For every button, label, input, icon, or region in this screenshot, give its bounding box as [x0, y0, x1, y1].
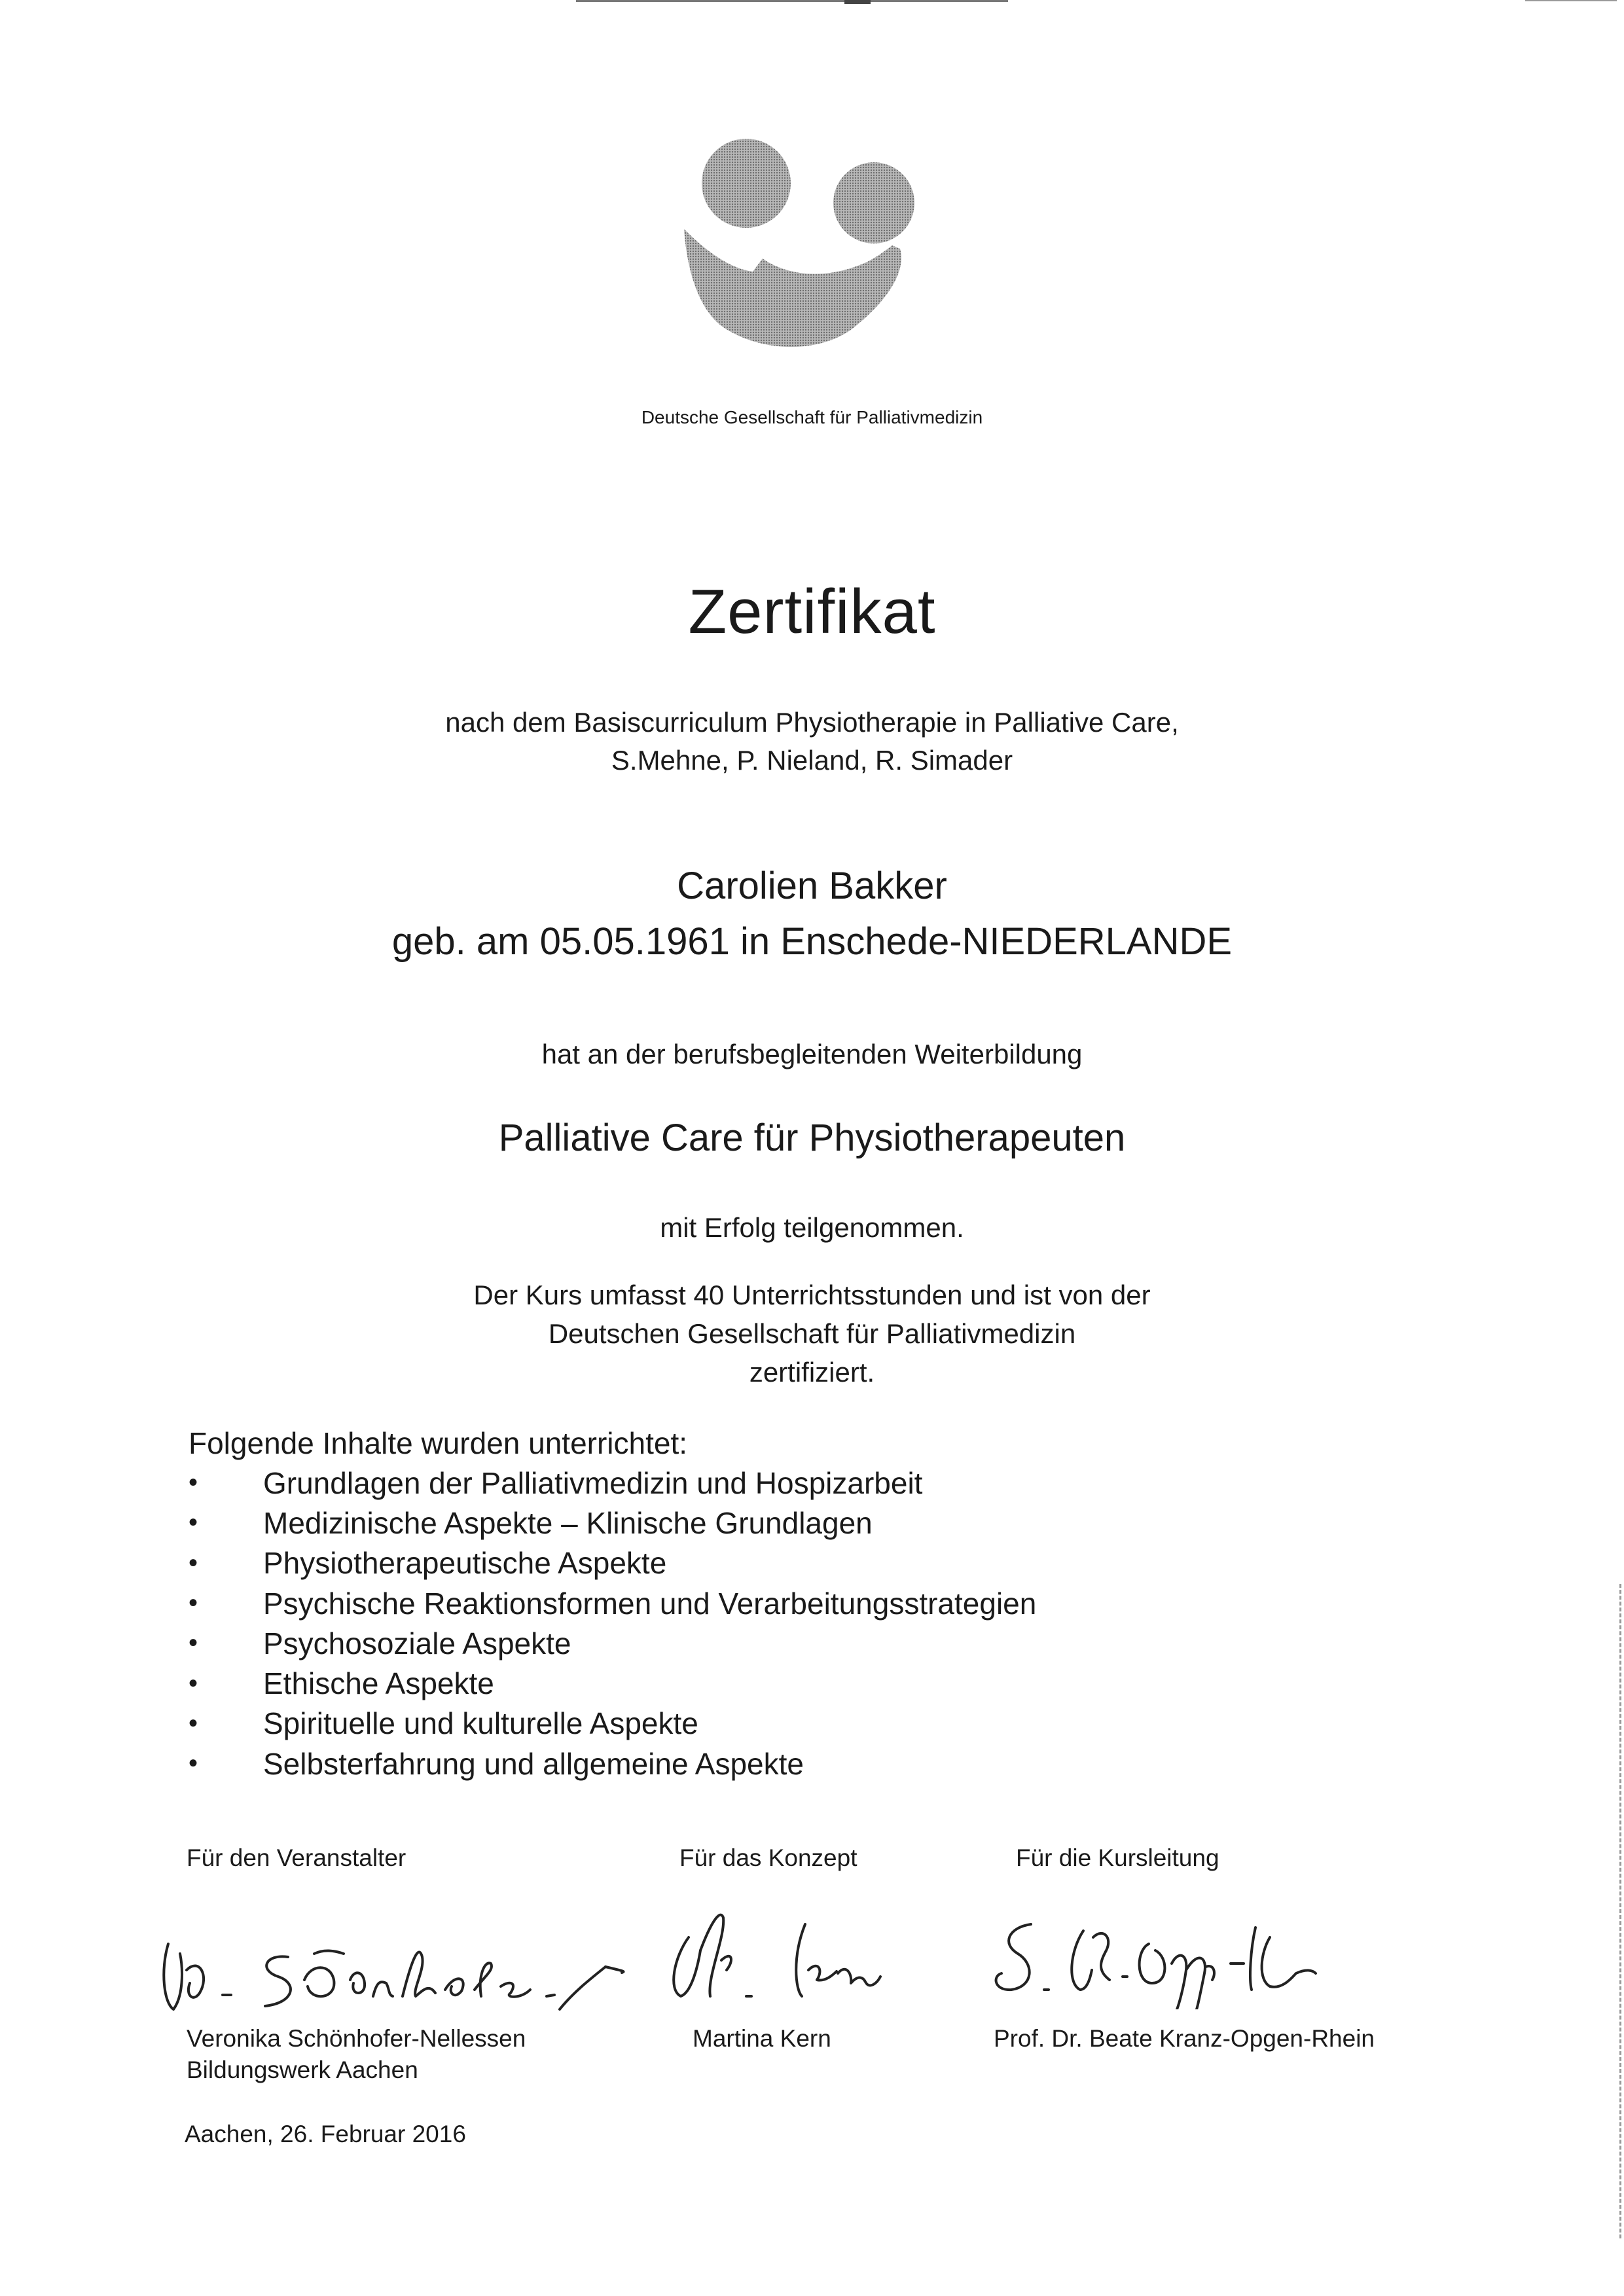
recipient-birth: geb. am 05.05.1961 in Enschede-NIEDERLANDE: [391, 920, 1233, 963]
participation-intro: hat an der berufsbegleitenden Weiterbildung: [541, 1039, 1083, 1069]
signature-beate-kranz-opgen-rhein: [982, 1898, 1401, 2009]
bullet-icon: •: [189, 1588, 198, 1618]
bullet-icon: •: [189, 1468, 198, 1498]
place-date: Aachen, 26. Februar 2016: [185, 2121, 466, 2147]
curriculum-authors: S.Mehne, P. Nieland, R. Simader: [611, 745, 1013, 776]
signature-affiliation-organizer: Bildungswerk Aachen: [187, 2056, 418, 2083]
scan-artifact-mark: [844, 0, 871, 4]
course-info-line: Deutschen Gesellschaft für Palliativmedizin: [548, 1318, 1076, 1349]
list-item: • Physiotherapeutische Aspekte: [189, 1546, 667, 1581]
list-item: • Medizinische Aspekte – Klinische Grundlagen: [189, 1505, 873, 1540]
signature-role-course-lead: Für die Kursleitung: [1016, 1844, 1219, 1871]
participation-result: mit Erfolg teilgenommen.: [660, 1212, 964, 1243]
scan-artifact-edge: [1619, 1584, 1621, 2238]
course-info-line: zertifiziert.: [749, 1357, 875, 1388]
signature-martina-kern: [661, 1898, 884, 2016]
recipient-name: Carolien Bakker: [677, 865, 947, 907]
bullet-icon: •: [189, 1708, 198, 1738]
signature-veronika: [154, 1918, 625, 2022]
course-name: Palliative Care für Physiotherapeuten: [498, 1117, 1126, 1159]
list-item: • Spirituelle und kulturelle Aspekte: [189, 1706, 698, 1741]
scan-artifact-line: [576, 0, 1008, 2]
bullet-icon: •: [189, 1628, 198, 1658]
signature-name-organizer: Veronika Schönhofer-Nellessen: [187, 2025, 526, 2052]
bullet-icon: •: [189, 1749, 198, 1778]
curriculum-line: nach dem Basiscurriculum Physiotherapie in Palliative Care,: [445, 707, 1179, 738]
signature-role-concept: Für das Konzept: [679, 1844, 857, 1871]
list-item: • Grundlagen der Palliativmedizin und Hospizarbeit: [189, 1465, 923, 1500]
contents-intro: Folgende Inhalte wurden unterrichtet:: [189, 1426, 688, 1460]
list-item: • Psychische Reaktionsformen und Verarbeitungsstrategien: [189, 1586, 1037, 1621]
list-item: • Psychosoziale Aspekte: [189, 1626, 571, 1660]
bullet-icon: •: [189, 1548, 198, 1577]
bullet-icon: •: [189, 1508, 198, 1537]
dgp-logo-icon: [671, 137, 946, 367]
signature-name-concept: Martina Kern: [693, 2025, 831, 2052]
signature-name-course-lead: Prof. Dr. Beate Kranz-Opgen-Rhein: [994, 2025, 1375, 2052]
signature-role-organizer: Für den Veranstalter: [187, 1844, 406, 1871]
scan-artifact-line: [1525, 0, 1617, 1]
contents-list: [189, 1463, 1036, 1784]
list-item: • Selbsterfahrung und allgemeine Aspekte: [189, 1746, 804, 1781]
course-info-line: Der Kurs umfasst 40 Unterrichtsstunden und ist von der: [473, 1280, 1151, 1310]
organization-name: Deutsche Gesellschaft für Palliativmedizin: [641, 407, 983, 427]
list-item: • Ethische Aspekte: [189, 1666, 494, 1701]
bullet-icon: •: [189, 1668, 198, 1698]
certificate-title: Zertifikat: [688, 577, 936, 647]
